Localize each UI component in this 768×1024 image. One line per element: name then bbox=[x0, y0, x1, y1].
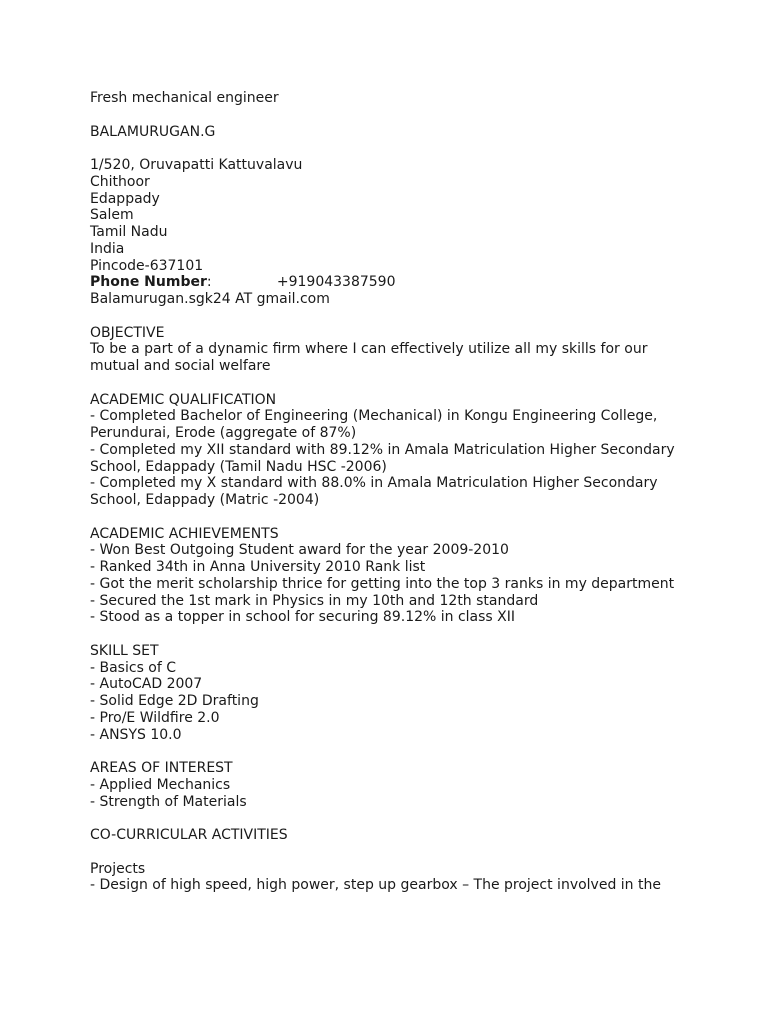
list-item: - Pro/E Wildfire 2.0 bbox=[90, 709, 220, 726]
list-item: - AutoCAD 2007 bbox=[90, 676, 203, 693]
email: Balamurugan.sgk24 AT gmail.com bbox=[90, 291, 330, 307]
spacer bbox=[90, 107, 760, 124]
section-heading: OBJECTIVE bbox=[90, 324, 165, 341]
section-line: - Completed Bachelor of Engineering (Mechanical) in Kongu Engineering College, bbox=[90, 408, 658, 425]
list-item: - Stood as a topper in school for securing 89.12% in class XII bbox=[90, 609, 516, 626]
section-line: School, Edappady (Matric -2004) bbox=[90, 492, 320, 508]
spacer bbox=[90, 743, 760, 760]
list-item: - Secured the 1st mark in Physics in my 10th and 12th standard bbox=[90, 592, 539, 609]
phone-value: +919043387590 bbox=[276, 274, 396, 291]
section-heading: CO-CURRICULAR ACTIVITIES bbox=[90, 827, 288, 843]
list-item: - Basics of C bbox=[90, 659, 177, 676]
projects-section bbox=[90, 861, 760, 895]
spacer bbox=[90, 308, 760, 325]
academic-achievements-section bbox=[90, 526, 760, 627]
address-line: Edappady bbox=[90, 190, 160, 207]
section-heading: AREAS OF INTEREST bbox=[90, 760, 233, 776]
address-line: India bbox=[90, 240, 125, 257]
list-item: - Got the merit scholarship thrice for getting into the top 3 ranks in my department bbox=[90, 575, 675, 592]
spacer bbox=[90, 375, 760, 392]
academic-qualification-section bbox=[90, 392, 760, 509]
list-item: - Applied Mechanics bbox=[90, 776, 231, 793]
phone-separator: : bbox=[206, 274, 212, 291]
spacer bbox=[90, 844, 760, 861]
section-line: - Completed my XII standard with 89.12% in Amala Matriculation Higher Secondary bbox=[90, 441, 675, 458]
list-item: - ANSYS 10.0 bbox=[90, 726, 182, 743]
objective-section bbox=[90, 325, 760, 375]
list-item: - Solid Edge 2D Drafting bbox=[90, 693, 259, 709]
section-line: - Completed my X standard with 88.0% in Amala Matriculation Higher Secondary bbox=[90, 475, 658, 492]
section-line: mutual and social welfare bbox=[90, 358, 271, 374]
phone-label: Phone Number bbox=[90, 274, 207, 291]
address-line: Chithoor bbox=[90, 173, 150, 190]
areas-of-interest-section bbox=[90, 760, 760, 810]
spacer bbox=[90, 626, 760, 643]
section-line: To be a part of a dynamic firm where I can effectively utilize all my skills for our bbox=[90, 341, 648, 358]
section-heading: ACADEMIC ACHIEVEMENTS bbox=[90, 525, 279, 542]
list-item: - Design of high speed, high power, step up gearbox – The project involved in the bbox=[90, 877, 661, 894]
phone-row bbox=[90, 274, 760, 291]
section-heading: SKILL SET bbox=[90, 642, 159, 659]
address-block bbox=[90, 157, 760, 274]
section-heading: Projects bbox=[90, 860, 146, 877]
list-item: - Ranked 34th in Anna University 2010 Rank list bbox=[90, 559, 426, 575]
candidate-name: BALAMURUGAN.G bbox=[90, 123, 216, 140]
spacer bbox=[90, 140, 760, 157]
headline: Fresh mechanical engineer bbox=[90, 90, 279, 106]
spacer bbox=[90, 509, 760, 526]
list-item: - Strength of Materials bbox=[90, 793, 247, 810]
address-line: Salem bbox=[90, 207, 134, 224]
skill-set-section bbox=[90, 643, 760, 744]
section-line: School, Edappady (Tamil Nadu HSC -2006) bbox=[90, 458, 387, 475]
section-line: Perundurai, Erode (aggregate of 87%) bbox=[90, 425, 357, 441]
address-line: 1/520, Oruvapatti Kattuvalavu bbox=[90, 157, 303, 173]
section-heading: ACADEMIC QUALIFICATION bbox=[90, 391, 277, 408]
address-line: Pincode-637101 bbox=[90, 257, 204, 274]
list-item: - Won Best Outgoing Student award for the year 2009-2010 bbox=[90, 542, 509, 559]
address-line: Tamil Nadu bbox=[90, 224, 168, 240]
spacer bbox=[90, 810, 760, 827]
resume-document bbox=[90, 90, 760, 894]
